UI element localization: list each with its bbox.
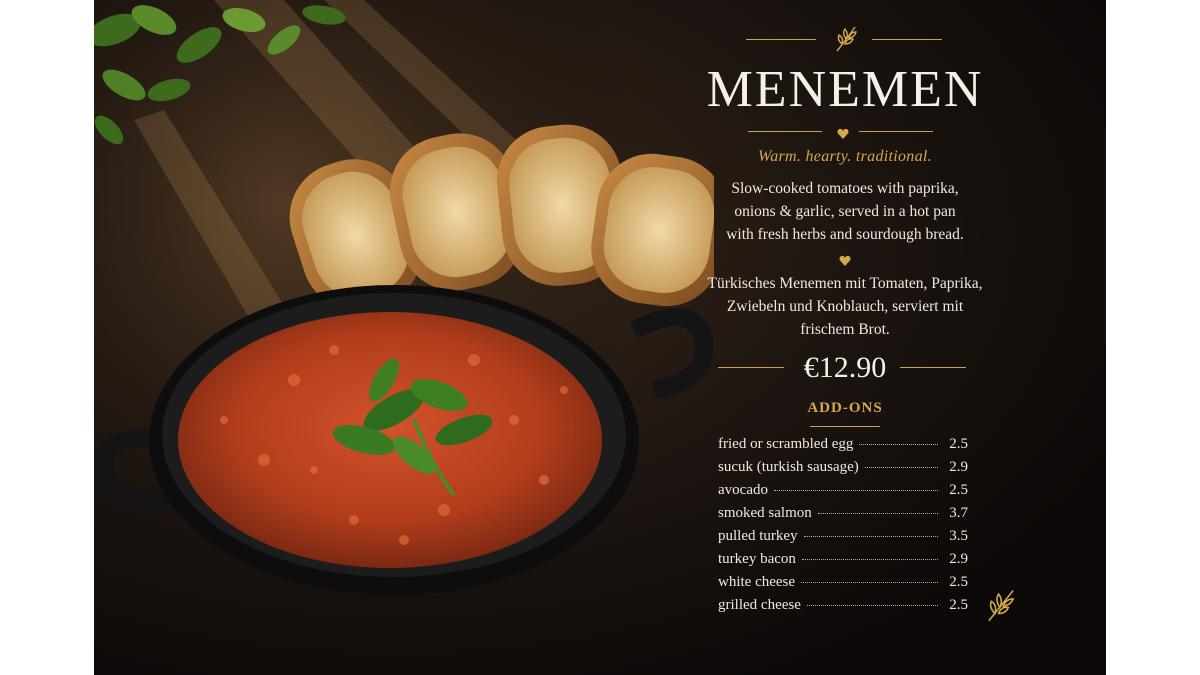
heart-icon xyxy=(839,252,851,271)
leaf-sprig-icon xyxy=(832,24,860,58)
description-line: onions & garlic, served in a hot pan xyxy=(734,203,956,220)
tagline: Warm. hearty. traditional. xyxy=(758,148,932,165)
addon-name: sucuk (turkish sausage) xyxy=(718,459,859,475)
menu-panel xyxy=(684,0,1006,675)
addon-name: turkey bacon xyxy=(718,551,796,567)
addon-price: 3.5 xyxy=(949,528,968,544)
description-line: Zwiebeln und Knoblauch, serviert mit xyxy=(726,298,964,315)
dot-leader xyxy=(807,605,938,606)
addon-price: 3.7 xyxy=(949,505,968,521)
list-item xyxy=(718,436,968,459)
description-line: frischem Brot. xyxy=(800,321,890,338)
description-english xyxy=(684,177,1006,246)
list-item xyxy=(718,597,968,620)
list-item xyxy=(718,505,968,528)
dot-leader xyxy=(802,559,938,560)
dish-title: MENEMEN xyxy=(706,61,984,118)
dot-leader xyxy=(801,582,938,583)
list-item xyxy=(718,551,968,574)
description-line: with fresh herbs and sourdough bread. xyxy=(726,226,964,243)
dot-leader xyxy=(804,536,938,537)
addon-price: 2.5 xyxy=(949,597,968,613)
addon-price: 2.9 xyxy=(949,459,968,475)
addon-price: 2.9 xyxy=(949,551,968,567)
addon-price: 2.5 xyxy=(949,482,968,498)
list-item xyxy=(718,574,968,597)
leaf-sprig-icon xyxy=(984,585,1018,629)
addon-price: 2.5 xyxy=(949,436,968,452)
addon-name: pulled turkey xyxy=(718,528,798,544)
menemen-photo xyxy=(94,0,714,675)
dot-leader xyxy=(859,444,938,445)
list-item xyxy=(718,459,968,482)
heart-icon xyxy=(837,125,849,144)
addons-list xyxy=(718,436,968,620)
price: €12.90 xyxy=(803,351,887,384)
addon-name: white cheese xyxy=(718,574,796,590)
dot-leader xyxy=(774,490,938,491)
addon-price: 2.5 xyxy=(949,574,968,590)
dot-leader xyxy=(865,467,938,468)
addon-name: smoked salmon xyxy=(718,505,812,521)
addons-heading: ADD-ONS xyxy=(807,400,883,416)
list-item xyxy=(718,528,968,551)
menu-card xyxy=(94,0,1106,675)
description-line: Türkisches Menemen mit Tomaten, Paprika, xyxy=(707,275,983,292)
addon-name: avocado xyxy=(718,482,768,498)
description-german xyxy=(684,272,1006,341)
addon-name: grilled cheese xyxy=(718,597,801,613)
list-item xyxy=(718,482,968,505)
addon-name: fried or scrambled egg xyxy=(718,436,854,452)
dot-leader xyxy=(818,513,938,514)
description-line: Slow-cooked tomatoes with paprika, xyxy=(731,180,959,197)
addons-underline xyxy=(684,417,1006,437)
top-ornament xyxy=(684,30,1006,50)
heart-divider-icon xyxy=(684,122,1006,142)
